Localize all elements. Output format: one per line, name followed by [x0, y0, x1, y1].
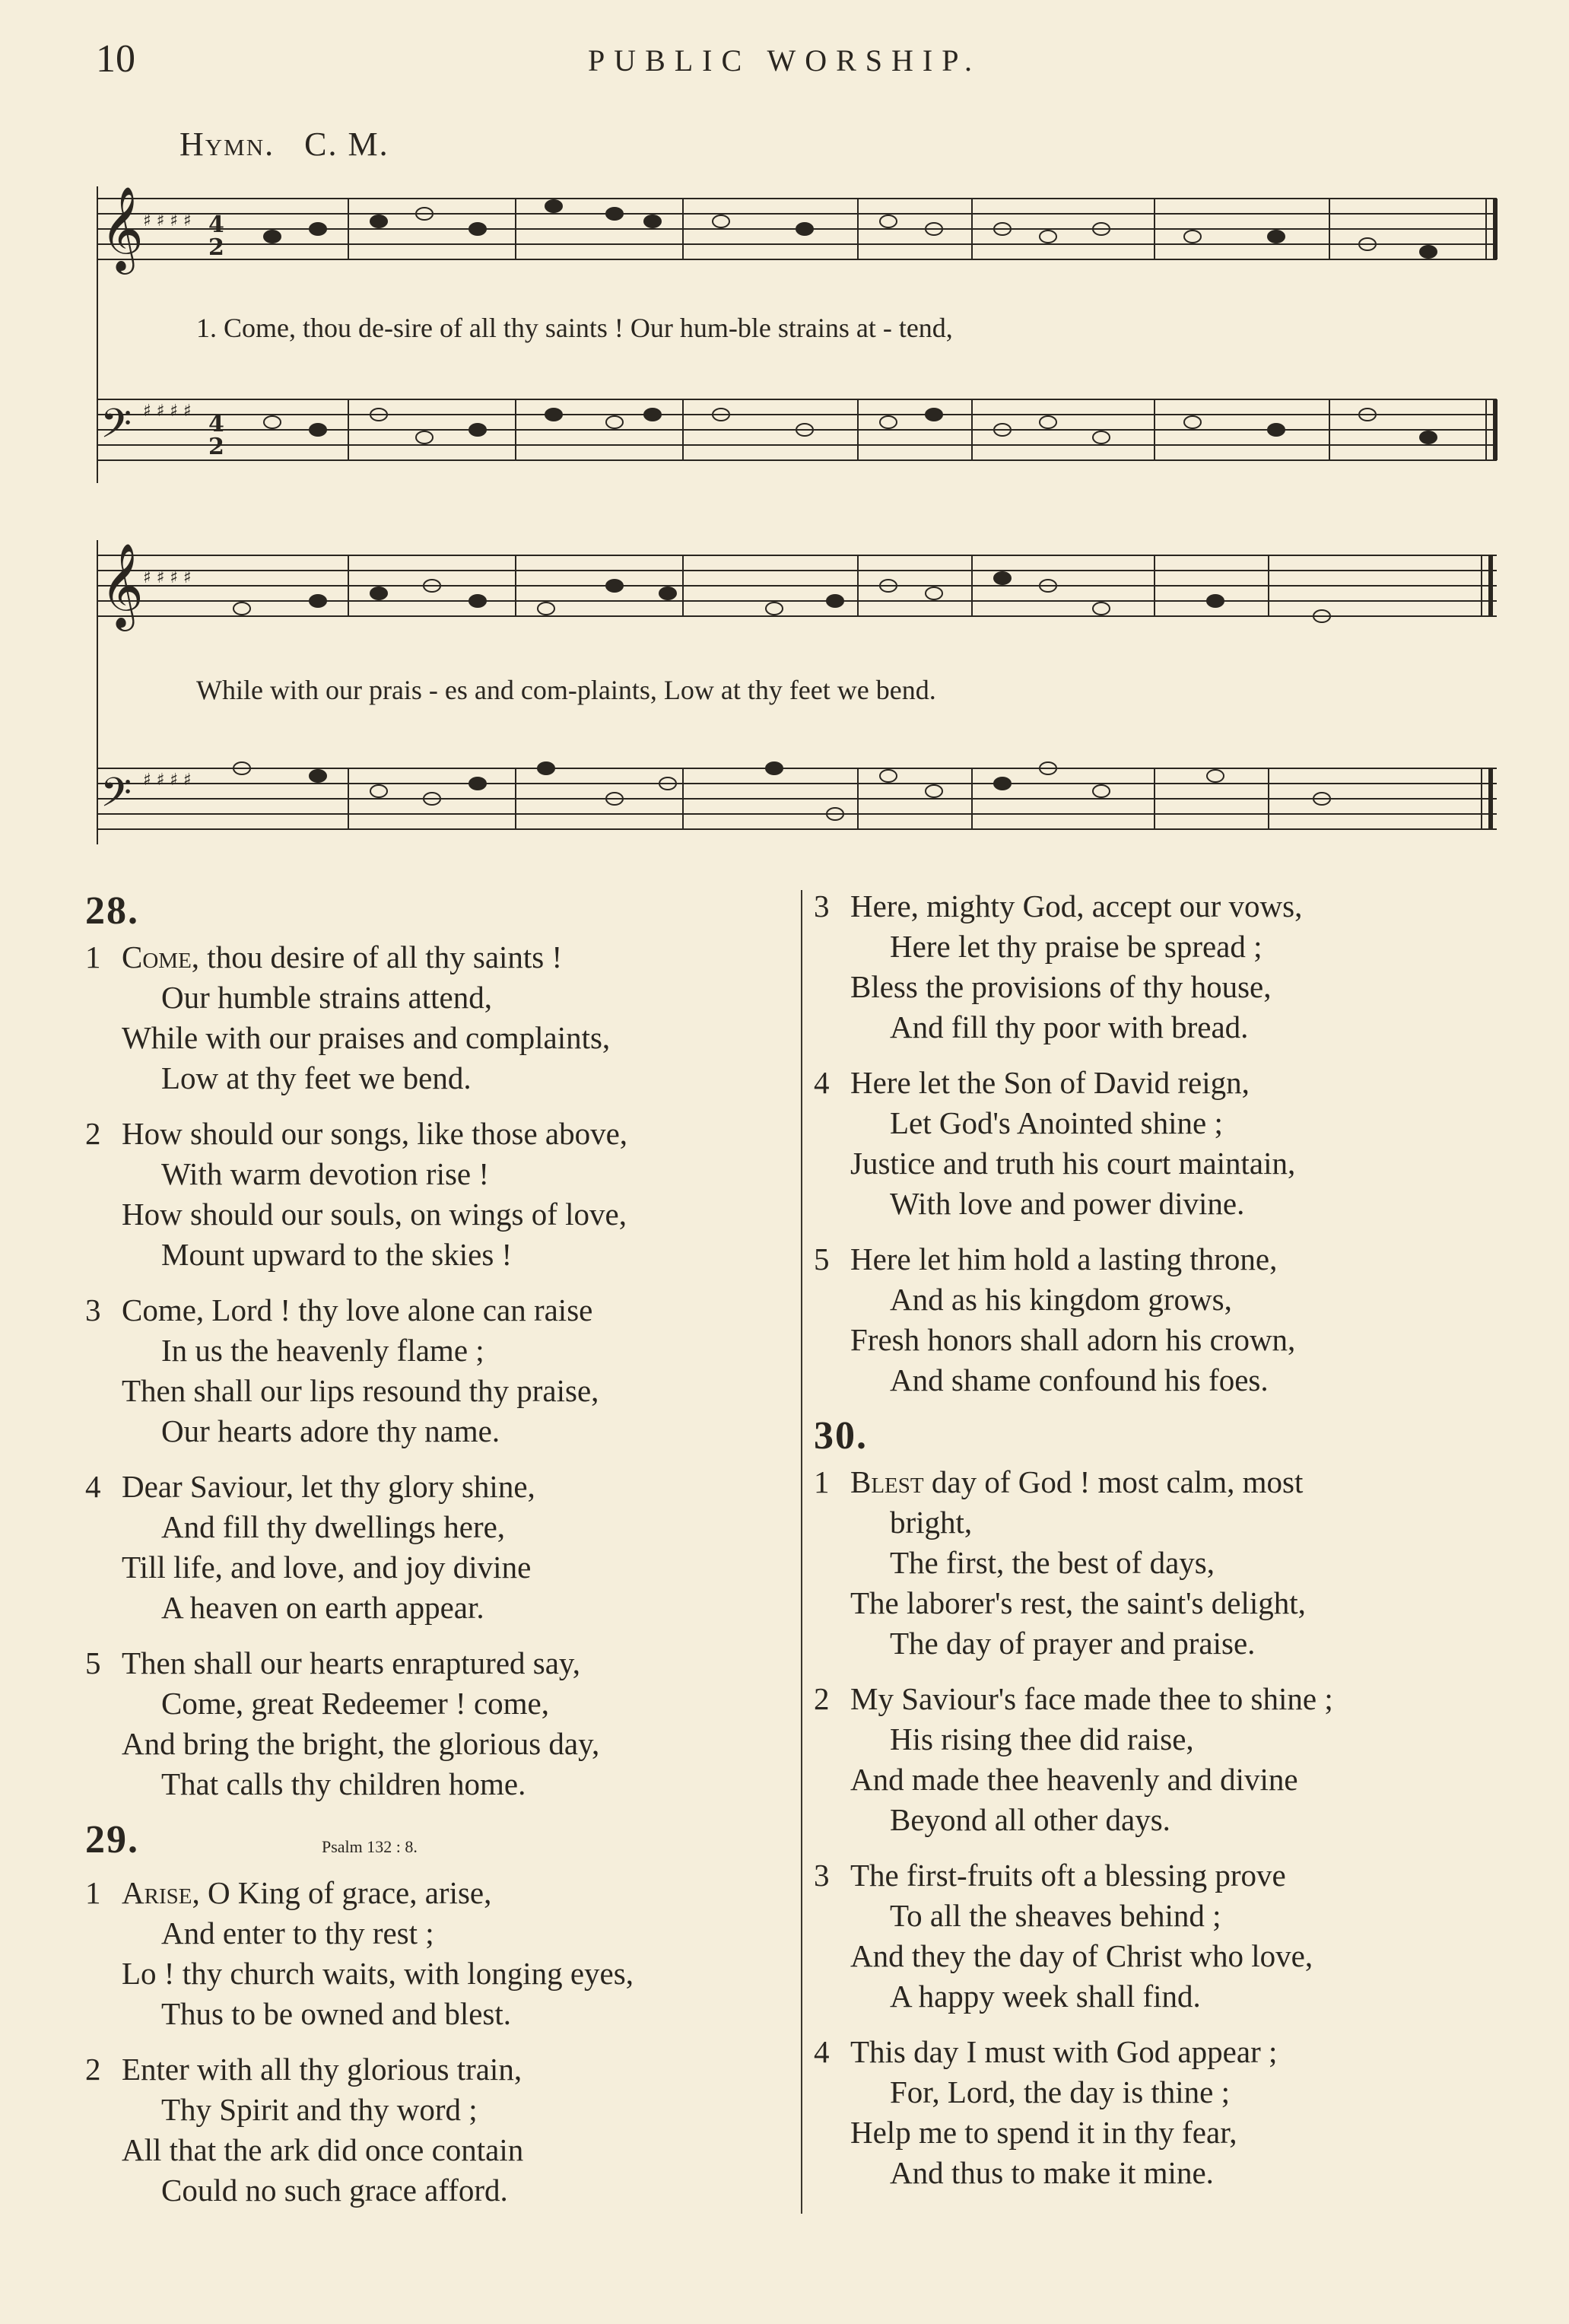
stanza-number: 1 [85, 1875, 101, 1910]
stanza-line: Thus to be owned and blest. [161, 1996, 512, 2031]
stanza-line: For, Lord, the day is thine ; [890, 2074, 1231, 2109]
treble-clef-icon: 𝄞 [100, 186, 144, 271]
stanza-line: And as his kingdom grows, [890, 1282, 1232, 1317]
stanza-first-word: Arise [122, 1875, 192, 1910]
stanza-line: His rising thee did raise, [890, 1722, 1194, 1757]
stanza-line: Our hearts adore thy name. [161, 1413, 500, 1448]
stanza-first-line: day of God ! most calm, most [923, 1464, 1304, 1499]
stanza-line: And enter to thy rest ; [161, 1915, 434, 1950]
stanza-line: The laborer's rest, the saint's delight, [850, 1585, 1306, 1620]
stanza [85, 1643, 792, 1804]
score-system-1 [90, 186, 1512, 521]
stanza-line: How should our souls, on wings of love, [122, 1197, 627, 1232]
stanza-line: A heaven on earth appear. [161, 1590, 484, 1625]
stanza-line: And fill thy dwellings here, [161, 1509, 506, 1544]
stanza-number: 3 [814, 1858, 830, 1893]
stanza [814, 886, 1521, 1048]
stanza-first-line: Come, Lord ! thy love alone can raise [122, 1292, 593, 1327]
stanza-line: In us the heavenly flame ; [161, 1333, 484, 1368]
stanza-line: The day of prayer and praise. [890, 1626, 1256, 1661]
stanza [814, 1239, 1521, 1400]
stanza-line: Till life, and love, and joy divine [122, 1550, 532, 1585]
stanza-line: Fresh honors shall adorn his crown, [850, 1322, 1296, 1357]
stanza-line: To all the sheaves behind ; [890, 1898, 1221, 1933]
stanza [85, 1873, 792, 2034]
stanza-line: Help me to spend it in thy fear, [850, 2115, 1237, 2150]
stanza-line: Thy Spirit and thy word ; [161, 2092, 478, 2127]
stanza-line: And fill thy poor with bread. [890, 1009, 1249, 1044]
stanza-first-line: Here let the Son of David reign, [850, 1065, 1250, 1100]
stanza-line: Then shall our lips resound thy praise, [122, 1373, 599, 1408]
music-system-1 [90, 186, 1512, 521]
stanza [814, 1462, 1521, 1664]
stanza [814, 1063, 1521, 1224]
stanza-first-line: , O King of grace, arise, [192, 1875, 492, 1910]
stanza [814, 1679, 1521, 1840]
stanza-line: Let God's Anointed shine ; [890, 1105, 1223, 1140]
stanza [85, 1114, 792, 1275]
stanza-line: Bless the provisions of thy house, [850, 969, 1272, 1004]
stanza [85, 1467, 792, 1628]
stanza-line: Mount upward to the skies ! [161, 1237, 513, 1272]
stanza-number: 5 [85, 1645, 101, 1680]
stanza-first-line: How should our songs, like those above, [122, 1116, 628, 1151]
stanza-line: And they the day of Christ who love, [850, 1938, 1313, 1973]
right-column [814, 886, 1521, 2208]
stanza-first-line: Enter with all thy glorious train, [122, 2052, 522, 2087]
stanza-line-wrap: bright, [890, 1505, 973, 1540]
lyrics-line-1: 1. Come, thou de-sire of all thy saints ! Our hum-ble strains at - tend, [196, 313, 953, 343]
stanza [814, 2032, 1521, 2193]
stanza-line: Here let thy praise be spread ; [890, 929, 1263, 964]
stanza-number: 2 [85, 1116, 101, 1151]
stanza-first-word: Blest [850, 1464, 924, 1499]
svg-text:2: 2 [208, 434, 224, 460]
stanza-line: Beyond all other days. [890, 1802, 1170, 1837]
stanza-line: And shame confound his foes. [890, 1362, 1269, 1397]
hymn-number: 30. [814, 1414, 868, 1458]
running-head: PUBLIC WORSHIP. [587, 43, 982, 78]
stanza-first-line: Here, mighty God, accept our vows, [850, 889, 1303, 924]
stanza-first-word: Come [122, 939, 192, 974]
svg-text:♯ ♯ ♯ ♯: ♯ ♯ ♯ ♯ [143, 402, 192, 421]
stanza-first-line: Dear Saviour, let thy glory shine, [122, 1469, 535, 1504]
stanza-number: 1 [814, 1464, 830, 1499]
stanza-line: With love and power divine. [890, 1186, 1245, 1221]
stanza-number: 4 [814, 1065, 830, 1100]
stanza [85, 1290, 792, 1451]
stanza-line: Could no such grace afford. [161, 2173, 508, 2208]
stanza-line: The first, the best of days, [890, 1545, 1215, 1580]
stanza-first-line: My Saviour's face made thee to shine ; [850, 1681, 1333, 1716]
stanza-number: 1 [85, 939, 101, 974]
stanza-number: 4 [85, 1469, 101, 1504]
bass-clef-icon: 𝄢 [100, 770, 132, 826]
stanza-line: And bring the bright, the glorious day, [122, 1726, 600, 1761]
stanza-first-line: Here let him hold a lasting throne, [850, 1241, 1278, 1276]
stanza [85, 2049, 792, 2211]
bass-clef-icon: 𝄢 [100, 401, 132, 457]
stanza-line: With warm devotion rise ! [161, 1156, 490, 1191]
stanza-line: And thus to make it mine. [890, 2155, 1214, 2190]
stanza-line: Low at thy feet we bend. [161, 1060, 472, 1095]
svg-text:♯ ♯ ♯ ♯: ♯ ♯ ♯ ♯ [143, 771, 192, 790]
stanza-first-line: The first-fruits oft a blessing prove [850, 1858, 1286, 1893]
svg-text:4: 4 [208, 411, 224, 437]
svg-text:2: 2 [208, 234, 224, 261]
stanza-line: Justice and truth his court maintain, [850, 1146, 1296, 1181]
tune-meter: C. M. [304, 126, 389, 163]
stanza [85, 937, 792, 1098]
hymn-number: 28. [85, 889, 139, 933]
stanza-first-line: Then shall our hearts enraptured say, [122, 1645, 581, 1680]
scripture-reference: Psalm 132 : 8. [322, 1837, 418, 1856]
left-column [85, 886, 792, 2226]
stanza-line: That calls thy children home. [161, 1766, 526, 1801]
stanza-line: And made thee heavenly and divine [850, 1762, 1298, 1797]
svg-text:4: 4 [208, 211, 224, 238]
stanza-number: 2 [814, 1681, 830, 1716]
treble-clef-icon: 𝄞 [100, 542, 144, 628]
stanza-first-line: This day I must with God appear ; [850, 2034, 1278, 2069]
stanza-line: Come, great Redeemer ! come, [161, 1686, 549, 1721]
stanza-line: A happy week shall find. [890, 1979, 1201, 2014]
stanza-line: All that the ark did once contain [122, 2132, 524, 2167]
stanza-first-line: , thou desire of all thy saints ! [191, 939, 563, 974]
stanza [814, 1855, 1521, 2017]
stanza-line: Our humble strains attend, [161, 980, 492, 1015]
stanza-number: 2 [85, 2052, 101, 2087]
stanza-number: 5 [814, 1241, 830, 1276]
stanza-number: 3 [85, 1292, 101, 1327]
svg-text:♯ ♯ ♯ ♯: ♯ ♯ ♯ ♯ [143, 568, 192, 587]
lyrics-line-2: While with our prais - es and com-plaints, Low at thy feet we bend. [196, 675, 936, 705]
hymn-number-value: 29. [85, 1818, 139, 1861]
stanza-number: 3 [814, 889, 830, 924]
column-divider [801, 890, 802, 2214]
hymn-number [85, 1820, 792, 1867]
tune-title [179, 125, 389, 164]
stanza-number: 4 [814, 2034, 830, 2069]
stanza-line: Lo ! thy church waits, with longing eyes, [122, 1956, 634, 1991]
tune-label: Hymn. [179, 126, 275, 163]
page-number: 10 [96, 37, 135, 81]
stanza-line: While with our praises and complaints, [122, 1020, 611, 1055]
svg-text:♯ ♯ ♯ ♯: ♯ ♯ ♯ ♯ [143, 211, 192, 230]
